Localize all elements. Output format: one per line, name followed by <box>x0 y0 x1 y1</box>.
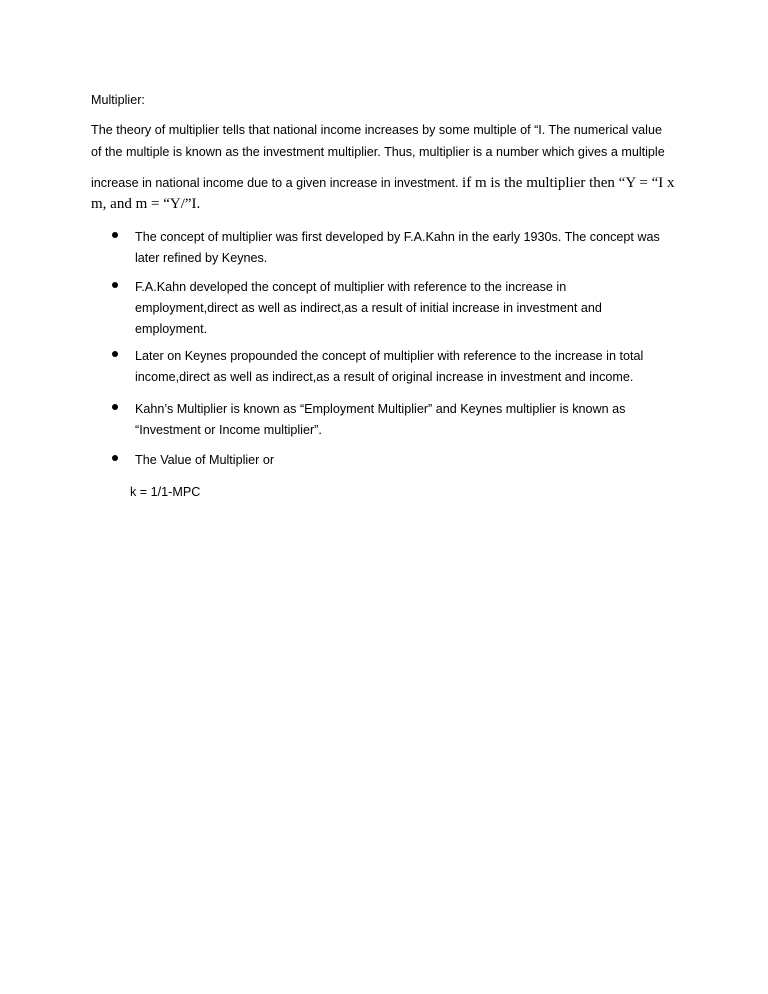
intro-line-1: The theory of multiplier tells that national income increases by some multiple of “I. The numerical value <box>91 123 662 137</box>
list-item-text <box>135 277 675 340</box>
list-item-line: employment,direct as well as indirect,as a result of initial increase in investment and <box>135 301 602 315</box>
list-item-text <box>135 399 675 441</box>
list-item-line: later refined by Keynes. <box>135 251 268 265</box>
bullet-icon <box>112 404 118 410</box>
page-heading: Multiplier: <box>91 93 145 107</box>
intro-line-3-formula: if m is the multiplier then “Y = “I x <box>462 175 675 191</box>
bullet-icon <box>112 282 118 288</box>
bullet-icon <box>112 455 118 461</box>
list-item-line: F.A.Kahn developed the concept of multiplier with reference to the increase in <box>135 280 567 294</box>
intro-paragraph-line-1 <box>91 119 691 141</box>
list-item-line: The Value of Multiplier or <box>135 453 275 467</box>
list-item-line: The concept of multiplier was first developed by F.A.Kahn in the early 1930s. The concept was <box>135 230 660 244</box>
list-item-line: income,direct as well as indirect,as a result of original increase in investment and income. <box>135 370 634 384</box>
list-item-text <box>135 227 675 269</box>
intro-line-3-text: increase in national income due to a given increase in investment. <box>91 176 463 190</box>
bullet-icon <box>112 232 118 238</box>
list-item-line: “Investment or Income multiplier”. <box>135 423 322 437</box>
list-item-text <box>135 346 675 388</box>
multiplier-formula: k = 1/1-MPC <box>130 485 201 499</box>
intro-paragraph-line-3 <box>91 172 691 194</box>
intro-line-4-formula: m, and m = “Y/”I. <box>91 196 201 212</box>
list-item-line: Kahn’s Multiplier is known as “Employment Multiplier” and Keynes multiplier is known as <box>135 402 626 416</box>
list-item-text <box>135 450 675 471</box>
list-item-line: Later on Keynes propounded the concept of multiplier with reference to the increase in total <box>135 349 644 363</box>
intro-line-2: of the multiple is known as the investment multiplier. Thus, multiplier is a number which gives a multiple <box>91 145 665 159</box>
bullet-icon <box>112 351 118 357</box>
intro-paragraph-line-4 <box>91 193 691 215</box>
list-item-line: employment. <box>135 322 208 336</box>
intro-paragraph-line-2 <box>91 141 691 163</box>
